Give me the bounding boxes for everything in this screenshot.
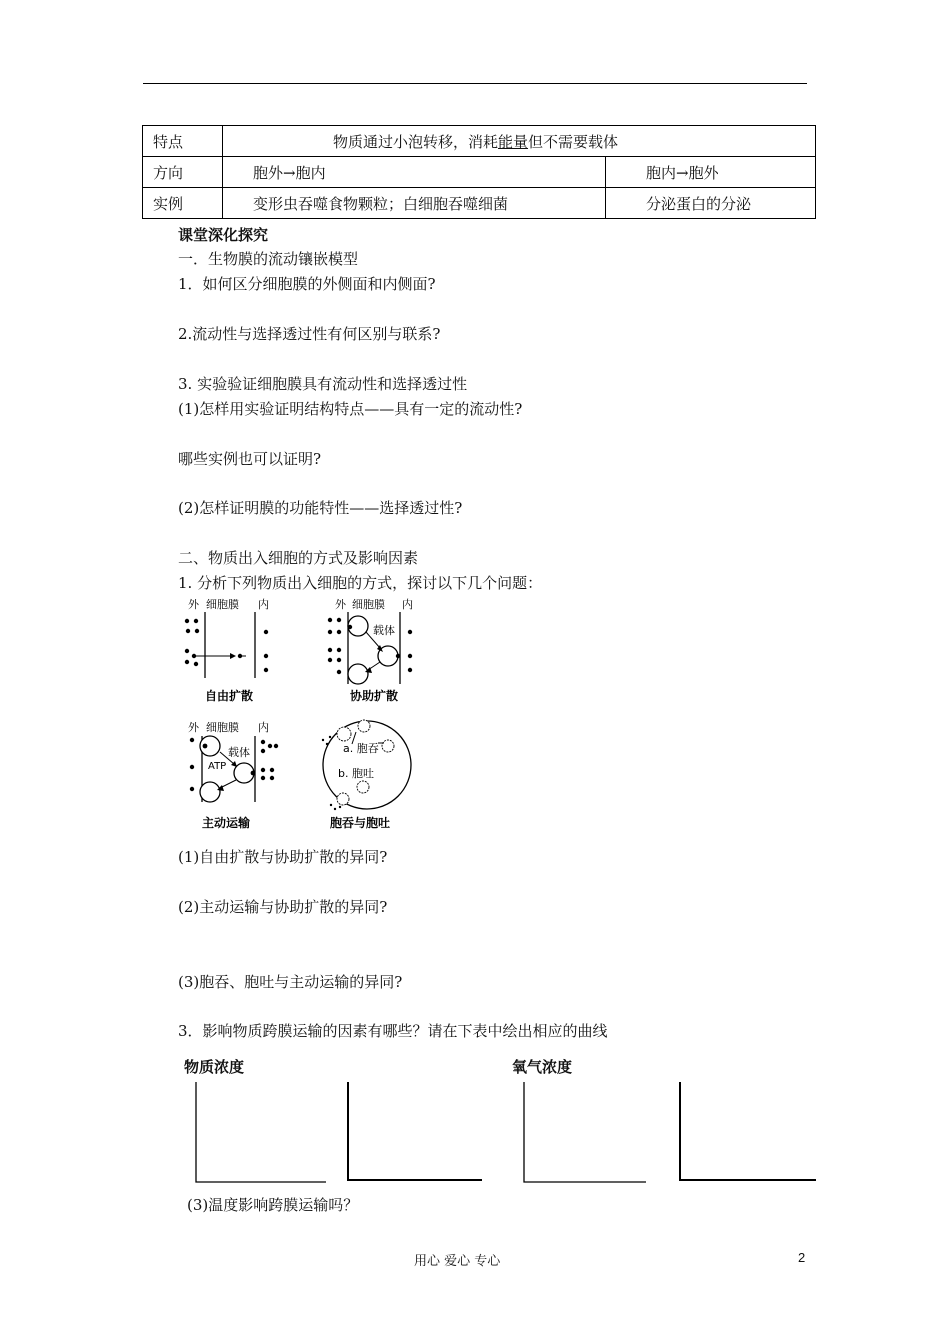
section-title: 二、物质出入细胞的方式及影响因素 bbox=[178, 549, 419, 567]
label-carrier: 载体 bbox=[373, 624, 395, 637]
table-cell: 物质通过小泡转移，消耗能量但不需要载体 bbox=[223, 126, 816, 157]
question: 3. 实验验证细胞膜具有流动性和选择透过性 bbox=[178, 375, 468, 393]
table-row bbox=[143, 126, 816, 157]
question: (3)胞吞、胞吐与主动运输的异同? bbox=[178, 973, 403, 991]
label-exocytosis: b. 胞吐 bbox=[338, 767, 374, 780]
caption-facilitated: 协助扩散 bbox=[350, 689, 399, 703]
page-footer: 用心 爱心 专心 bbox=[414, 1254, 501, 1269]
label-carrier: 载体 bbox=[228, 746, 250, 759]
label-membrane: 细胞膜 bbox=[352, 598, 385, 611]
label-in: 内 bbox=[402, 598, 413, 611]
label-membrane: 细胞膜 bbox=[206, 721, 239, 734]
transport-diagram bbox=[180, 594, 440, 834]
table-row bbox=[143, 157, 816, 188]
label-out: 外 bbox=[188, 721, 199, 734]
question: (3)温度影响跨膜运输吗？ bbox=[187, 1196, 359, 1214]
table-cell: 胞内→胞外 bbox=[606, 157, 816, 188]
graph-group-label: 物质浓度 bbox=[184, 1058, 245, 1076]
label-membrane: 细胞膜 bbox=[206, 598, 239, 611]
question: 3．影响物质跨膜运输的因素有哪些？请在下表中绘出相应的曲线 bbox=[178, 1022, 608, 1040]
graph-group-label: 氧气浓度 bbox=[512, 1058, 573, 1076]
label-in: 内 bbox=[258, 721, 269, 734]
label-atp: ATP bbox=[208, 761, 227, 772]
blank-graph-axes bbox=[524, 1082, 646, 1182]
blank-graph-axes bbox=[348, 1082, 482, 1180]
blank-graph-axes bbox=[680, 1082, 816, 1180]
question: 2.流动性与选择透过性有何区别与联系? bbox=[178, 325, 441, 343]
blank-graphs bbox=[190, 1080, 830, 1190]
label-out: 外 bbox=[335, 598, 346, 611]
page-number: 2 bbox=[798, 1250, 806, 1265]
label-in: 内 bbox=[258, 598, 269, 611]
table-cell: 变形虫吞噬食物颗粒；白细胞吞噬细菌 bbox=[223, 188, 606, 219]
caption-endo-exo: 胞吞与胞吐 bbox=[330, 816, 391, 830]
table-key: 方向 bbox=[143, 157, 223, 188]
question: 1. 分析下列物质出入细胞的方式，探讨以下几个问题： bbox=[178, 574, 543, 592]
question: (1)怎样用实验证明结构特点——具有一定的流动性? bbox=[178, 400, 523, 418]
header-rule bbox=[143, 83, 807, 84]
table-cell: 分泌蛋白的分泌 bbox=[606, 188, 816, 219]
question: (2)主动运输与协助扩散的异同? bbox=[178, 898, 388, 916]
question: 哪些实例也可以证明? bbox=[178, 450, 322, 468]
question: 1．如何区分细胞膜的外侧面和内侧面? bbox=[178, 275, 436, 293]
caption-active: 主动运输 bbox=[202, 816, 251, 830]
section-heading: 课堂深化探究 bbox=[178, 226, 269, 244]
label-endocytosis: a. 胞吞 bbox=[343, 742, 379, 755]
transport-table bbox=[142, 125, 816, 219]
section-title: 一．生物膜的流动镶嵌模型 bbox=[178, 250, 359, 268]
table-key: 特点 bbox=[143, 126, 223, 157]
caption-diffusion: 自由扩散 bbox=[205, 689, 254, 703]
question: (2)怎样证明膜的功能特性——选择透过性? bbox=[178, 499, 463, 517]
table-key: 实例 bbox=[143, 188, 223, 219]
table-row bbox=[143, 188, 816, 219]
blank-graph-axes bbox=[196, 1082, 326, 1182]
question: (1)自由扩散与协助扩散的异同? bbox=[178, 848, 388, 866]
label-out: 外 bbox=[188, 598, 199, 611]
table-cell: 胞外→胞内 bbox=[223, 157, 606, 188]
